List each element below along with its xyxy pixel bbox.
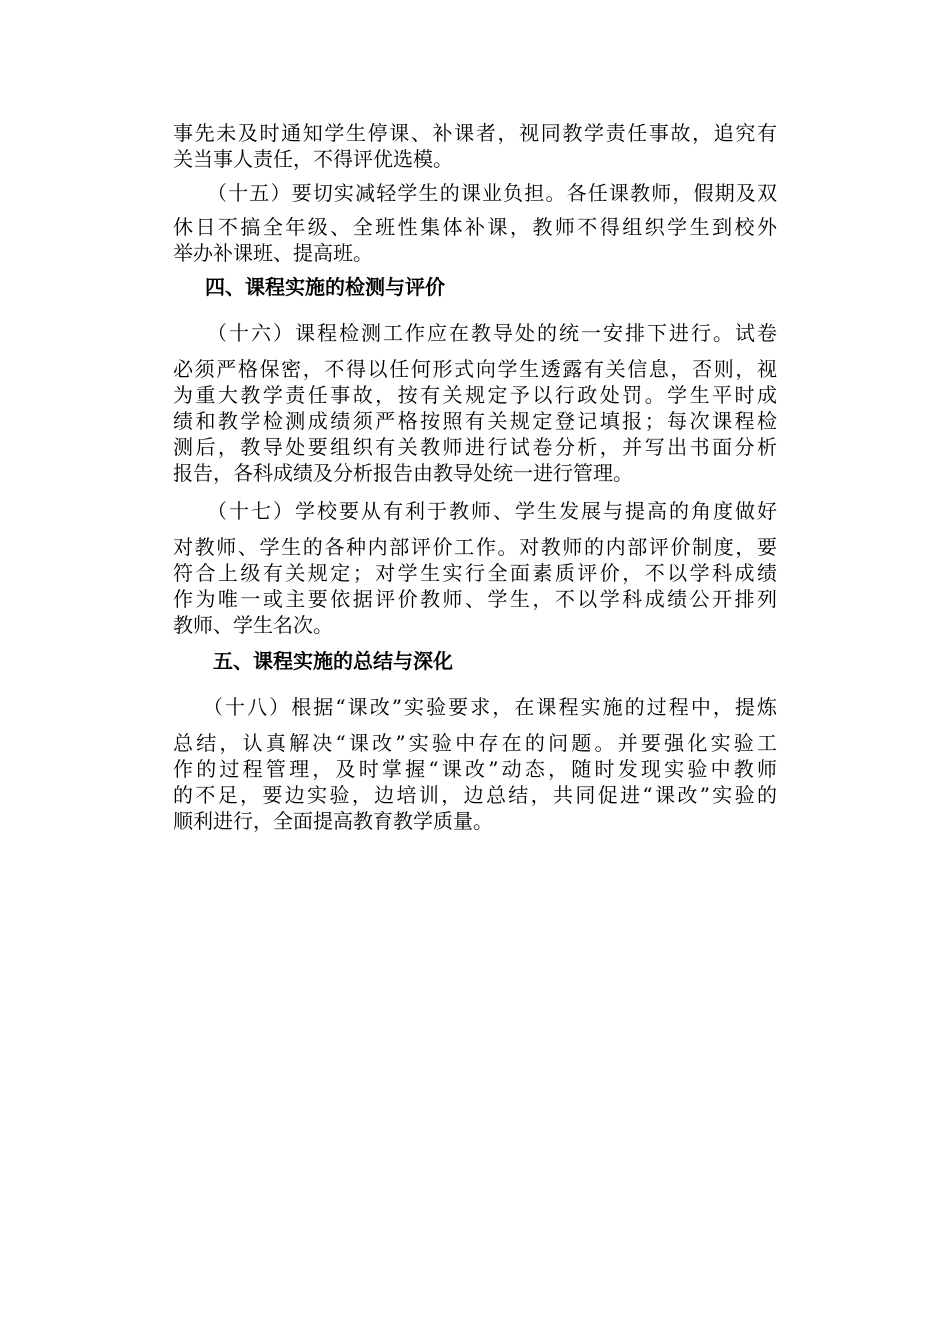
text-line: （十七）学校要从有利于教师、学生发展与提高的角度做好 [207,499,777,523]
text-line: 顺利进行，全面提高教育教学质量。 [173,809,493,833]
text-line: （十八）根据“课改”实验要求，在课程实施的过程中，提炼 [203,695,777,719]
text-line: 举办补课班、提高班。 [173,241,373,265]
text-line: 事先未及时通知学生停课、补课者，视同教学责任事故，追究有 [173,121,777,145]
paragraph-16 [173,320,777,486]
section-heading-4: 四、课程实施的检测与评价 [205,275,445,299]
paragraph-17 [173,498,777,638]
text-line: 作为唯一或主要依据评价教师、学生，不以学科成绩公开排列 [173,587,777,611]
document-page [173,120,777,834]
text-line: 总结，认真解决“课改”实验中存在的问题。并要强化实验工 [173,731,777,755]
paragraph-15 [173,180,777,266]
text-line: 休日不搞全年级、全班性集体补课，教师不得组织学生到校外 [173,215,777,239]
text-line: 为重大教学责任事故，按有关规定予以行政处罚。学生平时成 [173,383,777,407]
text-line: 报告，各科成绩及分析报告由教导处统一进行管理。 [173,461,633,485]
text-line: （十六）课程检测工作应在教导处的统一安排下进行。试卷 [207,321,777,345]
text-line: 符合上级有关规定；对学生实行全面素质评价，不以学科成绩 [173,561,777,585]
section-heading-5: 五、课程实施的总结与深化 [213,649,453,673]
text-line: 对教师、学生的各种内部评价工作。对教师的内部评价制度，要 [173,535,777,559]
paragraph-18 [173,694,777,834]
paragraph-14-continued [173,120,777,172]
text-line: 关当事人责任，不得评优选模。 [173,147,453,171]
text-line: 绩和教学检测成绩须严格按照有关规定登记填报；每次课程检 [173,409,777,433]
text-line: 必须严格保密，不得以任何形式向学生透露有关信息，否则，视 [173,357,777,381]
text-line: 的不足，要边实验，边培训，边总结，共同促进“课改”实验的 [173,783,777,807]
text-line: 作的过程管理，及时掌握“课改”动态，随时发现实验中教师 [173,757,777,781]
text-line: （十五）要切实减轻学生的课业负担。各任课教师，假期及双 [207,181,777,205]
text-line: 测后，教导处要组织有关教师进行试卷分析，并写出书面分析 [173,435,777,459]
text-line: 教师、学生名次。 [173,613,333,637]
